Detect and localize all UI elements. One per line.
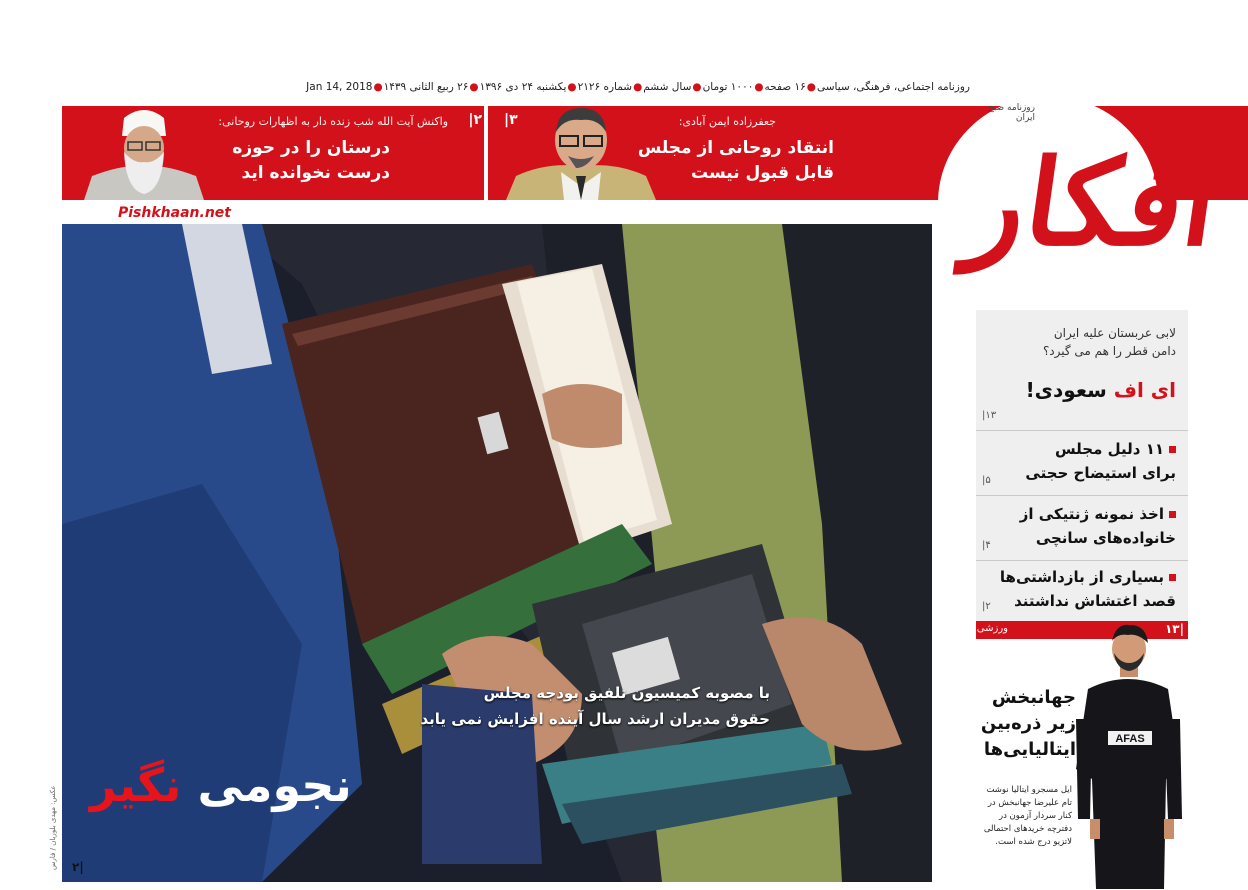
main-headline[interactable] bbox=[90, 760, 410, 811]
teaser-parliament[interactable] bbox=[490, 106, 930, 200]
main-subheadline: با مصوبه کمیسیون تلفیق بودجه مجلس حقوق مدیران ارشد سال آینده افزایش نمی یابد bbox=[420, 684, 770, 728]
bullet-icon bbox=[1169, 574, 1176, 581]
main-page-number: ۲| bbox=[72, 860, 84, 874]
sport-story[interactable] bbox=[976, 639, 1188, 882]
portrait-image bbox=[84, 106, 204, 200]
teaser-page-number: ۳| bbox=[504, 112, 518, 128]
logo-wordmark: افکار bbox=[959, 133, 1227, 272]
sidebar-lead-story[interactable] bbox=[976, 310, 1188, 430]
band-divider bbox=[484, 106, 488, 200]
teaser-page-number: ۲| bbox=[468, 112, 482, 128]
sidebar-item[interactable] bbox=[976, 431, 1188, 495]
page-number: ۵| bbox=[982, 475, 991, 486]
player-photo bbox=[1068, 619, 1188, 889]
teaser-kicker: واکنش آیت الله شب زنده دار به اظهارات روحانی: bbox=[218, 115, 448, 128]
sport-headline: جهانبخش زیر ذره‌بین ایتالیایی‌ها bbox=[980, 687, 1076, 760]
teaser-headline: درستان را در حوزه درست نخوانده اید bbox=[232, 138, 390, 183]
bullet-icon bbox=[1169, 511, 1176, 518]
jersey-text: AFAS bbox=[1115, 733, 1145, 745]
masthead-logo[interactable] bbox=[940, 110, 1248, 310]
item-headline: ۱۱ دلیل مجلس برای استیضاح حجتی bbox=[1025, 440, 1176, 482]
sidebar-item[interactable] bbox=[976, 496, 1188, 560]
sidebar-item[interactable] bbox=[976, 561, 1188, 621]
headline-word-red: نگیر bbox=[90, 758, 182, 812]
source-watermark: Pishkhaan.net bbox=[118, 205, 231, 221]
page-number: ۲| bbox=[982, 601, 991, 612]
lead-title: ای اف سعودی! bbox=[1025, 378, 1176, 402]
page-number: ۱۳| bbox=[982, 410, 997, 421]
dateline: روزنامه اجتماعی، فرهنگی، سیاسی●۱۶ صفحه●۱۰۰۰ تومان●سال ششم●شماره ۲۱۲۶●یکشنبه ۲۴ دی ۱۳۹۶●۲۶ ربیع الثانی ۱۴۳۹●Jan 14, 2018 bbox=[306, 81, 970, 93]
item-headline: بسیاری از بازداشتی‌ها قصد اغتشاش نداشتند bbox=[999, 568, 1176, 610]
lead-intro: لابی عربستان علیه ایران دامن قطر را هم می گیرد؟ bbox=[1042, 326, 1176, 358]
teaser-kicker: جعفرزاده ایمن آبادی: bbox=[678, 115, 776, 128]
teaser-cleric[interactable] bbox=[62, 106, 482, 200]
headline-word: نجومی bbox=[197, 758, 352, 812]
page-number: ۴| bbox=[982, 540, 991, 551]
tagline: روزنامه صبح ایران bbox=[988, 103, 1035, 123]
photo-credit: عکس: مهدی بلوریان / فارس bbox=[49, 785, 57, 870]
item-headline: اخذ نمونه ژنتیکی از خانواده‌های سانچی bbox=[1019, 505, 1176, 547]
portrait-image bbox=[506, 106, 656, 200]
sport-summary: ایل مسجرو ایتالیا نوشت تام علیرضا جهانبخش در کنار سردار آزمون در دفترچه خریدهای احتمالی لاتزیو درج شده است. bbox=[983, 785, 1072, 847]
bullet-icon bbox=[1169, 446, 1176, 453]
page-number: ۱۳| bbox=[1164, 622, 1184, 636]
teaser-headline: انتقاد روحانی از مجلس قابل قبول نیست bbox=[637, 138, 834, 183]
sport-section-label: ورزشی bbox=[976, 623, 1008, 634]
